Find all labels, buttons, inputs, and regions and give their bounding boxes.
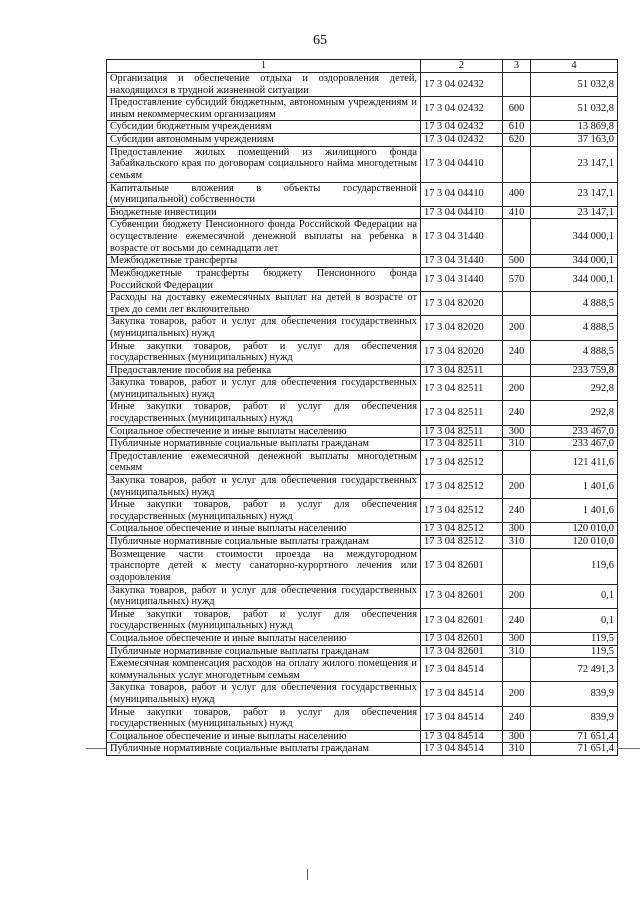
- cell-code: 17 3 04 04410: [421, 146, 503, 182]
- cell-vr: [503, 73, 531, 97]
- cell-amount: 51 032,8: [531, 73, 618, 97]
- cell-name: Предоставление субсидий бюджетным, автономным учреждениям и иным некоммерческим организациям: [107, 97, 421, 121]
- cell-code: 17 3 04 82511: [421, 425, 503, 438]
- header-name: 1: [107, 60, 421, 73]
- cell-code: 17 3 04 82512: [421, 475, 503, 499]
- cell-code: 17 3 04 82601: [421, 645, 503, 658]
- cell-code: 17 3 04 82511: [421, 377, 503, 401]
- cell-code: 17 3 04 82511: [421, 438, 503, 451]
- cell-name: Публичные нормативные социальные выплаты гражданам: [107, 645, 421, 658]
- table-row: [107, 425, 618, 438]
- cell-code: 17 3 04 84514: [421, 743, 503, 756]
- cell-code: 17 3 04 82512: [421, 499, 503, 523]
- cell-vr: 200: [503, 475, 531, 499]
- table-row: [107, 450, 618, 474]
- page-number: 65: [313, 33, 327, 48]
- cell-amount: 71 651,4: [531, 743, 618, 756]
- cell-amount: 23 147,1: [531, 146, 618, 182]
- cell-amount: 0,1: [531, 608, 618, 632]
- cell-code: 17 3 04 84514: [421, 730, 503, 743]
- table-row: [107, 645, 618, 658]
- cell-vr: 610: [503, 121, 531, 134]
- cell-vr: 310: [503, 645, 531, 658]
- cell-code: 17 3 04 04410: [421, 206, 503, 219]
- table-header-row: [107, 60, 618, 73]
- scan-line-right: [617, 748, 640, 749]
- cell-name: Закупка товаров, работ и услуг для обеспечения государственных (муниципальных) нужд: [107, 475, 421, 499]
- cell-amount: 292,8: [531, 401, 618, 425]
- cell-code: 17 3 04 82020: [421, 316, 503, 340]
- cell-amount: 119,5: [531, 632, 618, 645]
- cell-vr: 240: [503, 401, 531, 425]
- cell-name: Предоставление жилых помещений из жилищного фонда Забайкальского края по договорам социального найма многодетным семьям: [107, 146, 421, 182]
- table-row: [107, 438, 618, 451]
- cell-vr: 570: [503, 267, 531, 291]
- table-row: [107, 706, 618, 730]
- cell-code: 17 3 04 82601: [421, 608, 503, 632]
- table-row: [107, 608, 618, 632]
- header-amount: 4: [531, 60, 618, 73]
- cell-vr: [503, 146, 531, 182]
- cell-code: 17 3 04 02432: [421, 97, 503, 121]
- cell-code: 17 3 04 82601: [421, 548, 503, 584]
- cell-name: Субсидии автономным учреждениям: [107, 133, 421, 146]
- table-row: [107, 377, 618, 401]
- cell-vr: [503, 548, 531, 584]
- cell-name: Социальное обеспечение и иные выплаты населению: [107, 730, 421, 743]
- cell-code: 17 3 04 82601: [421, 584, 503, 608]
- cell-amount: 0,1: [531, 584, 618, 608]
- table-row: [107, 523, 618, 536]
- cell-name: Публичные нормативные социальные выплаты гражданам: [107, 536, 421, 549]
- cell-code: 17 3 04 02432: [421, 133, 503, 146]
- table-row: [107, 364, 618, 377]
- cell-amount: 4 888,5: [531, 292, 618, 316]
- table-row: [107, 292, 618, 316]
- table-row: [107, 658, 618, 682]
- cell-code: 17 3 04 31440: [421, 219, 503, 255]
- cell-amount: 1 401,6: [531, 475, 618, 499]
- table-row: [107, 475, 618, 499]
- table-row: [107, 97, 618, 121]
- cell-vr: 310: [503, 438, 531, 451]
- cell-vr: 500: [503, 255, 531, 268]
- cell-name: Публичные нормативные социальные выплаты гражданам: [107, 438, 421, 451]
- cell-amount: 120 010,0: [531, 536, 618, 549]
- cell-vr: 200: [503, 682, 531, 706]
- cell-amount: 839,9: [531, 706, 618, 730]
- cell-vr: 200: [503, 377, 531, 401]
- cell-name: Предоставление ежемесячной денежной выплаты многодетным семьям: [107, 450, 421, 474]
- cell-vr: 300: [503, 632, 531, 645]
- cell-vr: 620: [503, 133, 531, 146]
- cell-vr: 240: [503, 499, 531, 523]
- cell-vr: 240: [503, 706, 531, 730]
- table-row: [107, 584, 618, 608]
- cell-name: Закупка товаров, работ и услуг для обеспечения государственных (муниципальных) нужд: [107, 377, 421, 401]
- cell-name: Социальное обеспечение и иные выплаты населению: [107, 425, 421, 438]
- cell-amount: 72 491,3: [531, 658, 618, 682]
- cell-name: Социальное обеспечение и иные выплаты населению: [107, 523, 421, 536]
- cell-vr: 240: [503, 340, 531, 364]
- cell-amount: 119,5: [531, 645, 618, 658]
- cell-amount: 119,6: [531, 548, 618, 584]
- cell-name: Ежемесячная компенсация расходов на оплату жилого помещения и коммунальных услуг многодетным семьям: [107, 658, 421, 682]
- cell-code: 17 3 04 82512: [421, 523, 503, 536]
- cell-code: 17 3 04 82512: [421, 450, 503, 474]
- table-row: [107, 146, 618, 182]
- table-row: [107, 73, 618, 97]
- table-row: [107, 267, 618, 291]
- cell-vr: [503, 219, 531, 255]
- cell-amount: 23 147,1: [531, 206, 618, 219]
- table-row: [107, 730, 618, 743]
- cell-name: Возмещение части стоимости проезда на междугородном транспорте детей к месту санаторно-курортного лечения или оздоровления: [107, 548, 421, 584]
- cell-amount: 233 467,0: [531, 438, 618, 451]
- table-row: [107, 536, 618, 549]
- cell-vr: 200: [503, 584, 531, 608]
- cell-amount: 51 032,8: [531, 97, 618, 121]
- cell-vr: 240: [503, 608, 531, 632]
- table-row: [107, 499, 618, 523]
- cell-name: Закупка товаров, работ и услуг для обеспечения государственных (муниципальных) нужд: [107, 584, 421, 608]
- cell-amount: 121 411,6: [531, 450, 618, 474]
- cell-code: 17 3 04 31440: [421, 255, 503, 268]
- cell-name: Публичные нормативные социальные выплаты гражданам: [107, 743, 421, 756]
- table-row: [107, 182, 618, 206]
- cell-name: Закупка товаров, работ и услуг для обеспечения государственных (муниципальных) нужд: [107, 316, 421, 340]
- header-vr: 3: [503, 60, 531, 73]
- budget-table: [106, 59, 618, 756]
- cell-amount: 344 000,1: [531, 255, 618, 268]
- cell-vr: [503, 658, 531, 682]
- cell-code: 17 3 04 82020: [421, 340, 503, 364]
- cell-name: Закупка товаров, работ и услуг для обеспечения государственных (муниципальных) нужд: [107, 682, 421, 706]
- cell-vr: 310: [503, 743, 531, 756]
- cell-vr: 200: [503, 316, 531, 340]
- table-row: [107, 743, 618, 756]
- cell-name: Бюджетные инвестиции: [107, 206, 421, 219]
- cell-code: 17 3 04 84514: [421, 682, 503, 706]
- cell-name: Расходы на доставку ежемесячных выплат на детей в возрасте от трех до семи лет включительно: [107, 292, 421, 316]
- cell-amount: 233 759,8: [531, 364, 618, 377]
- cell-name: Организация и обеспечение отдыха и оздоровления детей, находящихся в трудной жизненной ситуации: [107, 73, 421, 97]
- cell-name: Социальное обеспечение и иные выплаты населению: [107, 632, 421, 645]
- cell-code: 17 3 04 82511: [421, 364, 503, 377]
- table-body: [107, 73, 618, 756]
- cell-code: 17 3 04 82511: [421, 401, 503, 425]
- cell-name: Иные закупки товаров, работ и услуг для обеспечения государственных (муниципальных) нужд: [107, 401, 421, 425]
- cell-amount: 344 000,1: [531, 219, 618, 255]
- table-row: [107, 121, 618, 134]
- cell-amount: 4 888,5: [531, 340, 618, 364]
- cell-amount: 71 651,4: [531, 730, 618, 743]
- cell-code: 17 3 04 84514: [421, 658, 503, 682]
- cell-code: 17 3 04 31440: [421, 267, 503, 291]
- cell-name: Иные закупки товаров, работ и услуг для обеспечения государственных (муниципальных) нужд: [107, 499, 421, 523]
- cell-amount: 23 147,1: [531, 182, 618, 206]
- cell-vr: [503, 450, 531, 474]
- cell-name: Субвенции бюджету Пенсионного фонда Российской Федерации на осуществление ежемесячной денежной выплаты на ребенка в возрасте от восьми до семнадцати лет: [107, 219, 421, 255]
- cell-name: Субсидии бюджетным учреждениям: [107, 121, 421, 134]
- cell-code: 17 3 04 02432: [421, 121, 503, 134]
- cell-code: 17 3 04 82512: [421, 536, 503, 549]
- cell-vr: 600: [503, 97, 531, 121]
- cell-vr: 300: [503, 730, 531, 743]
- cell-amount: 839,9: [531, 682, 618, 706]
- cell-vr: 400: [503, 182, 531, 206]
- cell-amount: 344 000,1: [531, 267, 618, 291]
- cell-amount: 4 888,5: [531, 316, 618, 340]
- table-row: [107, 206, 618, 219]
- cell-code: 17 3 04 02432: [421, 73, 503, 97]
- header-code: 2: [421, 60, 503, 73]
- cell-name: Межбюджетные трансферты: [107, 255, 421, 268]
- table-row: [107, 255, 618, 268]
- table-row: [107, 548, 618, 584]
- table-row: [107, 340, 618, 364]
- cell-name: Иные закупки товаров, работ и услуг для обеспечения государственных (муниципальных) нужд: [107, 706, 421, 730]
- table-row: [107, 632, 618, 645]
- table-row: [107, 219, 618, 255]
- cell-name: Капитальные вложения в объекты государственной (муниципальной) собственности: [107, 182, 421, 206]
- footer-mark: [307, 869, 308, 880]
- cell-amount: 37 163,0: [531, 133, 618, 146]
- cell-vr: 300: [503, 425, 531, 438]
- table-row: [107, 401, 618, 425]
- cell-amount: 13 869,8: [531, 121, 618, 134]
- cell-vr: 300: [503, 523, 531, 536]
- table-row: [107, 682, 618, 706]
- scan-line-left: [86, 748, 106, 749]
- cell-amount: 292,8: [531, 377, 618, 401]
- cell-vr: 410: [503, 206, 531, 219]
- cell-name: Иные закупки товаров, работ и услуг для обеспечения государственных (муниципальных) нужд: [107, 608, 421, 632]
- cell-code: 17 3 04 82601: [421, 632, 503, 645]
- cell-code: 17 3 04 82020: [421, 292, 503, 316]
- table-row: [107, 316, 618, 340]
- cell-amount: 1 401,6: [531, 499, 618, 523]
- cell-amount: 233 467,0: [531, 425, 618, 438]
- cell-code: 17 3 04 04410: [421, 182, 503, 206]
- cell-name: Предоставление пособия на ребенка: [107, 364, 421, 377]
- cell-code: 17 3 04 84514: [421, 706, 503, 730]
- cell-vr: [503, 292, 531, 316]
- table-row: [107, 133, 618, 146]
- cell-vr: 310: [503, 536, 531, 549]
- cell-vr: [503, 364, 531, 377]
- cell-name: Межбюджетные трансферты бюджету Пенсионного фонда Российской Федерации: [107, 267, 421, 291]
- cell-amount: 120 010,0: [531, 523, 618, 536]
- cell-name: Иные закупки товаров, работ и услуг для обеспечения государственных (муниципальных) нужд: [107, 340, 421, 364]
